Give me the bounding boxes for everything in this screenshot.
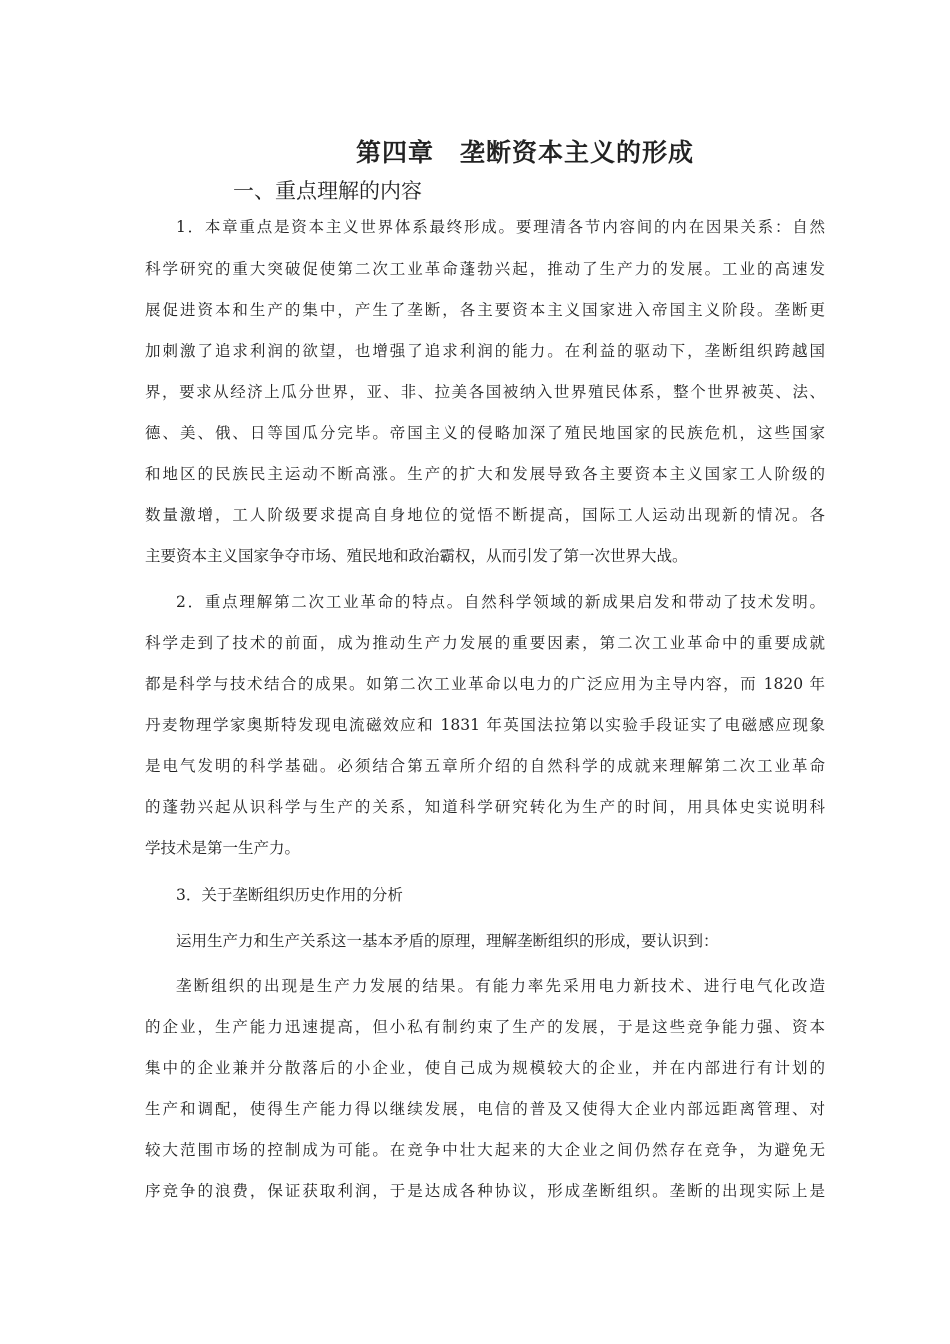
chapter-title: 第四章 垄断资本主义的形成 xyxy=(355,138,694,167)
paragraph-line: 界，要求从经济上瓜分世界，亚、非、拉美各国被纳入世界殖民体系，整个世界被英、法、 xyxy=(145,383,825,401)
paragraph-line: 都是科学与技术结合的成果。如第二次工业革命以电力的广泛应用为主导内容，而 1820 年 xyxy=(145,675,825,693)
paragraph-line: 主要资本主义国家争夺市场、殖民地和政治霸权，从而引发了第一次世界大战。 xyxy=(145,547,688,565)
paragraph-line: 丹麦物理学家奥斯特发现电流磁效应和 1831 年英国法拉第以实验手段证实了电磁感应现象 xyxy=(145,716,825,734)
paragraph-line: 德、美、俄、日等国瓜分完毕。帝国主义的侵略加深了殖民地国家的民族危机，这些国家 xyxy=(145,424,825,442)
paragraph-line: 2．重点理解第二次工业革命的特点。自然科学领域的新成果启发和带动了技术发明。 xyxy=(176,593,825,611)
paragraph-line: 较大范围市场的控制成为可能。在竞争中壮大起来的大企业之间仍然存在竞争，为避免无 xyxy=(145,1141,825,1159)
paragraph-line: 的企业，生产能力迅速提高，但小私有制约束了生产的发展，于是这些竞争能力强、资本 xyxy=(145,1018,825,1036)
paragraph-line: 运用生产力和生产关系这一基本矛盾的原理，理解垄断组织的形成，要认识到： xyxy=(176,932,719,950)
paragraph-line: 科学走到了技术的前面，成为推动生产力发展的重要因素，第二次工业革命中的重要成就 xyxy=(145,634,825,652)
paragraph-line: 生产和调配，使得生产能力得以继续发展，电信的普及又使得大企业内部远距离管理、对 xyxy=(145,1100,825,1118)
paragraph-line: 学技术是第一生产力。 xyxy=(145,839,301,857)
paragraph-line: 数量激增，工人阶级要求提高自身地位的觉悟不断提高，国际工人运动出现新的情况。各 xyxy=(145,506,825,524)
paragraph-line: 1．本章重点是资本主义世界体系最终形成。要理清各节内容间的内在因果关系：自然 xyxy=(176,218,825,236)
paragraph-line: 3．关于垄断组织历史作用的分析 xyxy=(176,886,403,904)
paragraph-line: 科学研究的重大突破促使第二次工业革命蓬勃兴起，推动了生产力的发展。工业的高速发 xyxy=(145,260,825,278)
paragraph-line: 集中的企业兼并分散落后的小企业，使自己成为规模较大的企业，并在内部进行有计划的 xyxy=(145,1059,825,1077)
paragraph-line: 和地区的民族民主运动不断高涨。生产的扩大和发展导致各主要资本主义国家工人阶级的 xyxy=(145,465,825,483)
paragraph-line: 的蓬勃兴起从识科学与生产的关系，知道科学研究转化为生产的时间，用具体史实说明科 xyxy=(145,798,825,816)
paragraph-line: 垄断组织的出现是生产力发展的结果。有能力率先采用电力新技术、进行电气化改造 xyxy=(176,977,825,995)
section-heading: 一、重点理解的内容 xyxy=(233,179,422,203)
paragraph-line: 序竞争的浪费，保证获取利润，于是达成各种协议，形成垄断组织。垄断的出现实际上是 xyxy=(145,1182,825,1200)
paragraph-line: 是电气发明的科学基础。必须结合第五章所介绍的自然科学的成就来理解第二次工业革命 xyxy=(145,757,825,775)
paragraph-line: 展促进资本和生产的集中，产生了垄断，各主要资本主义国家进入帝国主义阶段。垄断更 xyxy=(145,301,825,319)
paragraph-line: 加刺激了追求利润的欲望，也增强了追求利润的能力。在利益的驱动下，垄断组织跨越国 xyxy=(145,342,825,360)
